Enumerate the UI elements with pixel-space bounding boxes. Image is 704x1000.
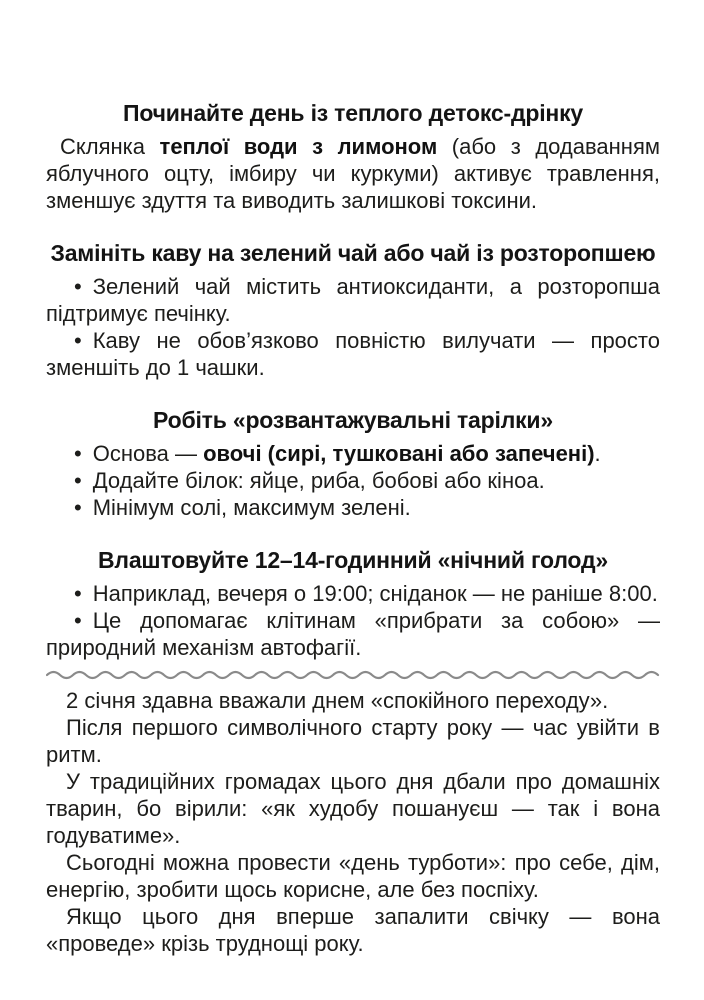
section-heading-fast: Влаштовуйте 12–14-годинний «нічний голод» xyxy=(98,547,608,573)
bullet-icon: • xyxy=(74,495,82,520)
folk-note xyxy=(46,687,660,957)
section-detox-drink xyxy=(46,100,660,214)
tea-bullet-2 xyxy=(46,327,660,381)
fast-bullet-2-text: Це допомагає клітинам «прибрати за собою» — природний механізм автофагії. xyxy=(46,608,660,660)
plates-bullet-1 xyxy=(46,440,660,467)
section-heading-detox: Починайте день із теплого детокс-дрінку xyxy=(122,100,583,126)
section-green-tea xyxy=(46,240,660,381)
bullet-icon: • xyxy=(74,468,82,493)
section-plates xyxy=(46,407,660,521)
bullet-icon: • xyxy=(74,581,82,606)
tea-bullet-1 xyxy=(46,273,660,327)
folk-paragraph-5: Якщо цього дня вперше запалити свічку — вона «проведе» крізь труднощі року. xyxy=(46,904,660,956)
detox-paragraph-bold: теплої води з лимоном xyxy=(159,134,438,159)
section-heading-tea: Замініть каву на зелений чай або чай із розторопшею xyxy=(50,240,656,266)
fast-bullet-2 xyxy=(46,607,660,661)
plates-bullet-3 xyxy=(46,494,660,521)
section-night-fast xyxy=(46,547,660,661)
plates-bullet-3-text: Мінімум солі, максимум зелені. xyxy=(92,495,411,520)
bullet-icon: • xyxy=(74,274,82,299)
detox-paragraph xyxy=(46,133,660,214)
detox-paragraph-pre: Склянка xyxy=(60,134,160,159)
fast-bullet-1 xyxy=(46,580,660,607)
plates-bullet-2-text: Додайте білок: яйце, риба, бобові або кіноа. xyxy=(92,468,545,493)
folk-paragraph-3: У традиційних громадах цього дня дбали про домашніх тварин, бо вірили: «як худобу пошануєш — так і вона годуватиме». xyxy=(46,769,660,848)
bullet-icon: • xyxy=(74,608,82,633)
detox-paragraph-post: (або з додаванням яблучного оцту, імбиру чи куркуми) активує травлення, зменшує здуття та виводить залишкові токсини. xyxy=(46,134,660,213)
folk-paragraph-1: 2 січня здавна вважали днем «спокійного переходу». xyxy=(66,688,609,713)
tea-bullet-2-text: Каву не обов’язково повністю вилучати — просто зменшіть до 1 чашки. xyxy=(46,328,660,380)
folk-paragraph-4: Сьогодні можна провести «день турботи»: про себе, дім, енергію, зробити щось корисне, але без поспіху. xyxy=(46,850,660,902)
fast-bullet-1-text: Наприклад, вечеря о 19:00; сніданок — не раніше 8:00. xyxy=(92,581,658,606)
plates-bullet-1-post: . xyxy=(594,441,601,466)
tea-bullet-1-text: Зелений чай містить антиоксиданти, а розторопша підтримує печінку. xyxy=(46,274,660,326)
plates-bullet-1-bold: овочі (сирі, тушковані або запечені) xyxy=(203,441,595,466)
plates-bullet-2 xyxy=(46,467,660,494)
plates-bullet-1-pre: Основа — xyxy=(92,441,204,466)
folk-paragraph-2: Після першого символічного старту року — час увійти в ритм. xyxy=(46,715,660,767)
wavy-divider xyxy=(46,667,660,681)
section-heading-plates: Робіть «розвантажувальні тарілки» xyxy=(153,407,553,433)
bullet-icon: • xyxy=(74,328,82,353)
bullet-icon: • xyxy=(74,441,82,466)
